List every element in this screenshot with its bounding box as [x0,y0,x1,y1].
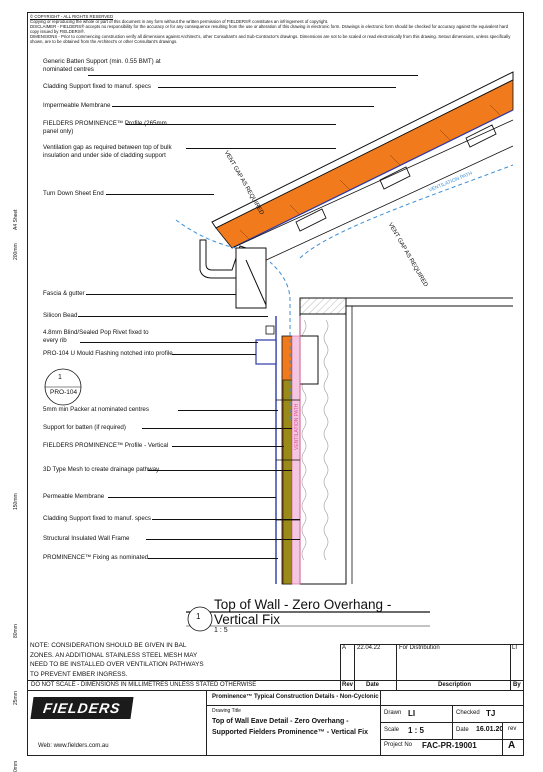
leader-mesh [148,470,292,471]
roof-assembly [176,72,513,262]
leader-pro104 [172,354,256,355]
callout-pro104 [45,369,81,405]
label-impermeable-membrane: Impermeable Membrane [43,102,111,109]
label-rivet: 4.8mm Blind/Sealed Pop Rivet fixed to every rib [43,329,149,344]
callout-ref: PRO-104 [50,389,78,396]
leader-wall-frame [146,539,300,540]
checked-label: Checked [456,710,480,716]
label-prominence-vertical: FIELDERS PROMINENCE™ Profile - Vertical [43,442,169,449]
leader-ventilation-gap [186,148,336,149]
leader-batten-support [88,75,418,76]
drawn-value: LI [408,709,416,718]
website: Web: www.fielders.com.au [38,743,109,749]
leader-turn-down [106,194,214,195]
rev-by: LI [512,645,518,651]
rev-label: rev [508,726,517,732]
bal-note: NOTE: CONSIDERATION SHOULD BE GIVEN IN BAL ZONES. AN ADDITIONAL STAINLESS STEEL MESH MAY NEED TO BE INSTALLED OVER VENTILATION PATHWAYS TO PREVENT EMBER INGRESS. [30,642,204,678]
project-label: Project No [384,742,413,748]
ruler-0mm: 0mm [13,760,19,772]
leader-fascia [86,294,236,295]
label-permeable-membrane: Permeable Membrane [43,493,105,500]
fascia-gutter [200,240,266,308]
label-cladding-support-top: Cladding Support fixed to manuf. specs [43,83,152,90]
leader-fixing [148,558,278,559]
drawn-label: Drawn [384,710,402,716]
ruler-150mm: 150mm [13,493,19,510]
label-cladding-support-bottom: Cladding Support fixed to manuf. specs [43,515,152,522]
label-fascia: Fascia & gutter [43,290,85,297]
label-pro104: PRO-104 U Mould Flashing notched into profile [43,350,173,357]
sheet-size-label: A4 Sheet [13,209,19,230]
wall-frame [300,298,513,584]
leader-packer [178,410,278,411]
label-support-batten: Support for batten (if required) [43,424,126,431]
drawing-title-label: Drawing Title [212,708,241,714]
label-wall-frame: Structural Insulated Wall Frame [43,535,130,542]
checked-value: TJ [486,709,496,718]
title-number: 1 [196,612,201,621]
ruler-25mm: 25mm [13,691,19,705]
ruler-200mm: 200mm [13,243,19,260]
vent-path-label-1: VENTILATION PATH [428,170,474,194]
date-label: Date [456,727,469,733]
drawing-title: Top of Wall Eave Detail - Zero Overhang - Supported Fielders Prominence™ - Vertical Fix [212,718,368,736]
copyright-heading: © COPYRIGHT - ALL RIGHTS RESERVED [30,14,114,19]
leader-rivet [80,342,258,343]
date-value: 16.01.20 [476,726,504,733]
label-ventilation-gap: Ventilation gap as required between top of bulk insulation and under side of cladding support [43,144,172,159]
rev-date: 22.04.22 [357,645,381,651]
scale-value: 1 : 5 [408,726,425,735]
dimensions-text: DIMENSIONS - Prior to commencing construction verify all dimensions against Architect's, other Consultant's and Sub-Contractor's drawings. Dimensions are not to be scaled or read electronically from this drawing. Setout dimensions, unless specifically shown, are to be obtained from the Architect's or other Consultant's drawings. [30,34,511,45]
leader-cladding-support-bottom [152,519,300,520]
label-packer: 5mm min Packer at nominated centres [43,406,149,413]
leader-prominence-profile [126,124,336,125]
project-value: FAC-PR-19001 [422,741,477,750]
callout-number: 1 [58,374,62,381]
rev-block-value: A [508,740,516,751]
do-not-scale: DO NOT SCALE - DIMENSIONS IN MILLIMETRES UNLESS STATED OTHERWISE [31,682,257,688]
label-batten-support: Generic Batten Support (min. 0.55 BMT) at nominated centres [43,58,161,73]
label-turn-down: Turn Down Sheet End [43,190,104,197]
detail-title: Top of Wall - Zero Overhang - Vertical Fix [214,597,392,627]
rev-header-by: By [513,682,521,688]
rev-header-date: Date [366,682,380,688]
ruler-80mm: 80mm [13,624,19,638]
detail-scale: 1 : 5 [214,627,228,634]
vent-path-label-2: VENTILATION PATH [294,403,300,450]
fielders-logo: FIELDERS [30,697,133,719]
rev-header-desc: Description [438,682,472,688]
disclaimer-text: DISCLAIMER - FIELDERS® accepts no responsibility for the accuracy or for any consequence resulting from the use or alteration of this drawing in electronic form. Drawings in electronic form should be checked for accuracy against the equivalent hard copy issued by FIELDERS®. [30,24,508,35]
series-title: Prominence™ Typical Construction Details - Non-Cyclonic [212,694,379,700]
leader-cladding-support-top [158,87,396,88]
vent-gap-label-2: VENT GAP AS REQUIRED [386,222,429,289]
leader-silicon [78,316,268,317]
rev-header-rev: Rev [342,682,354,688]
leader-permeable-membrane [108,497,276,498]
label-fixing: PROMINENCE™ Fixing as nominated [43,554,149,561]
leader-impermeable-membrane [112,106,374,107]
scale-label: Scale [384,727,400,733]
label-prominence-profile: FIELDERS PROMINENCE™ Profile (265mm panel only) [43,120,167,135]
label-silicon: Silicon Bead [43,312,78,319]
leader-prominence-vertical [172,446,284,447]
vent-gap-label-1: VENT GAP AS REQUIRED [222,150,265,217]
copyright-text: Copying or reproducing the whole or part of this document in any form without the written permission of FIELDERS® constitutes an infringement of copyright. [30,19,329,25]
leader-support-batten [142,428,292,429]
label-mesh: 3D Type Mesh to create drainage pathway [43,466,160,473]
rev-value: A [342,645,347,651]
rev-description: For Distribution [399,645,440,651]
